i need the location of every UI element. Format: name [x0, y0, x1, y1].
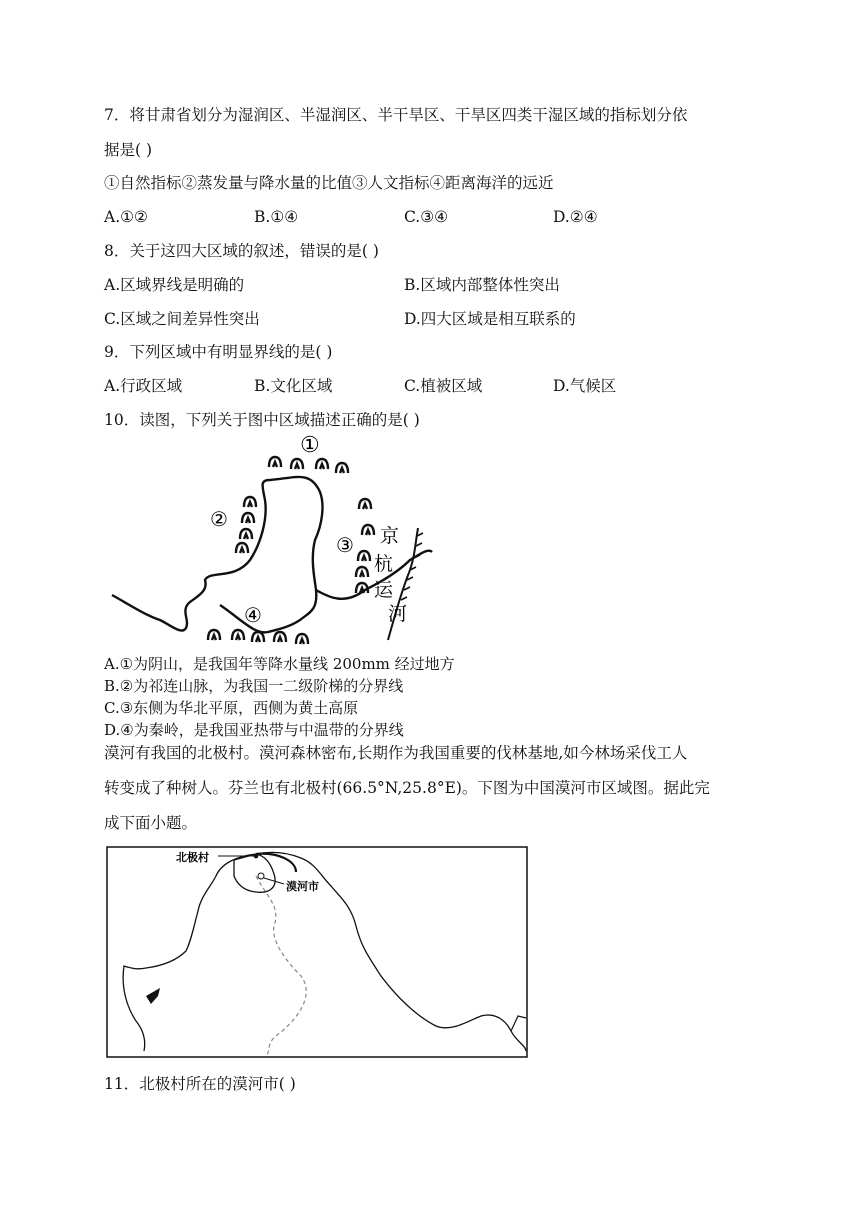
q7-items: ①自然指标②蒸发量与降水量的比值③人文指标④距离海洋的远近 — [104, 174, 554, 192]
passage-line3: 成下面小题。 — [104, 814, 198, 832]
mohe-city-marker — [258, 873, 264, 879]
canal-char-4: 河 — [388, 603, 408, 625]
q9-option-d: D.气候区 — [553, 377, 617, 395]
q7-stem-line2: 据是( ) — [104, 141, 153, 159]
mountains-2 — [236, 497, 256, 553]
q7-option-d: D.②④ — [553, 208, 598, 226]
canal-char-3: 运 — [374, 579, 394, 601]
q9-option-a: A.行政区域 — [104, 377, 183, 395]
q10-option-a: A.①为阴山，是我国年等降水量线 200mm 经过地方 — [104, 655, 455, 673]
q10-stem: 10．读图，下列关于图中区域描述正确的是( ) — [104, 411, 420, 429]
q8-stem: 8．关于这四大区域的叙述，错误的是( ) — [104, 242, 379, 260]
map-label-4: ④ — [244, 603, 262, 627]
q8-option-a: A.区域界线是明确的 — [104, 276, 245, 294]
q9-option-c: C.植被区域 — [404, 377, 483, 395]
q8-option-b: B.区域内部整体性突出 — [404, 276, 560, 294]
q7-stem-line1: 7．将甘肃省划分为湿润区、半湿润区、半干旱区、干旱区四类干湿区域的指标划分依 — [104, 106, 688, 124]
label-mohe-city: 漠河市 — [286, 880, 319, 893]
mohe-map — [106, 846, 528, 1058]
beiji-village-marker — [254, 854, 259, 859]
map-label-2: ② — [210, 507, 228, 531]
map-label-3: ③ — [336, 533, 354, 557]
label-beiji-village: 北极村 — [176, 851, 209, 864]
q8-option-c: C.区域之间差异性突出 — [104, 310, 260, 328]
map-label-1: ① — [300, 433, 320, 458]
q10-option-c: C.③东侧为华北平原，西侧为黄土高原 — [104, 699, 359, 717]
q7-option-c: C.③④ — [404, 208, 449, 226]
q7-option-a: A.①② — [104, 208, 148, 226]
q9-option-b: B.文化区域 — [254, 377, 333, 395]
canal-char-1: 京 — [380, 525, 400, 547]
passage-line2: 转变成了种树人。芬兰也有北极村(66.5°N,25.8°E)。下图为中国漠河市区域图。据此完 — [104, 779, 710, 797]
q11-stem: 11．北极村所在的漠河市( ) — [104, 1075, 296, 1093]
canal-char-2: 杭 — [374, 553, 394, 575]
q10-region-map — [110, 430, 440, 645]
q10-option-d: D.④为秦岭，是我国亚热带与中温带的分界线 — [104, 721, 404, 739]
mountains-3 — [356, 499, 374, 593]
q8-option-d: D.四大区域是相互联系的 — [404, 310, 576, 328]
mountains-1 — [269, 457, 348, 473]
passage-line1: 漠河有我国的北极村。漠河森林密布,长期作为我国重要的伐林基地,如今林场采伐工人 — [104, 744, 688, 762]
q10-option-b: B.②为祁连山脉，为我国一二级阶梯的分界线 — [104, 677, 404, 695]
mountains-4 — [208, 630, 308, 644]
q9-stem: 9．下列区域中有明显界线的是( ) — [104, 343, 333, 361]
q7-option-b: B.①④ — [254, 208, 299, 226]
